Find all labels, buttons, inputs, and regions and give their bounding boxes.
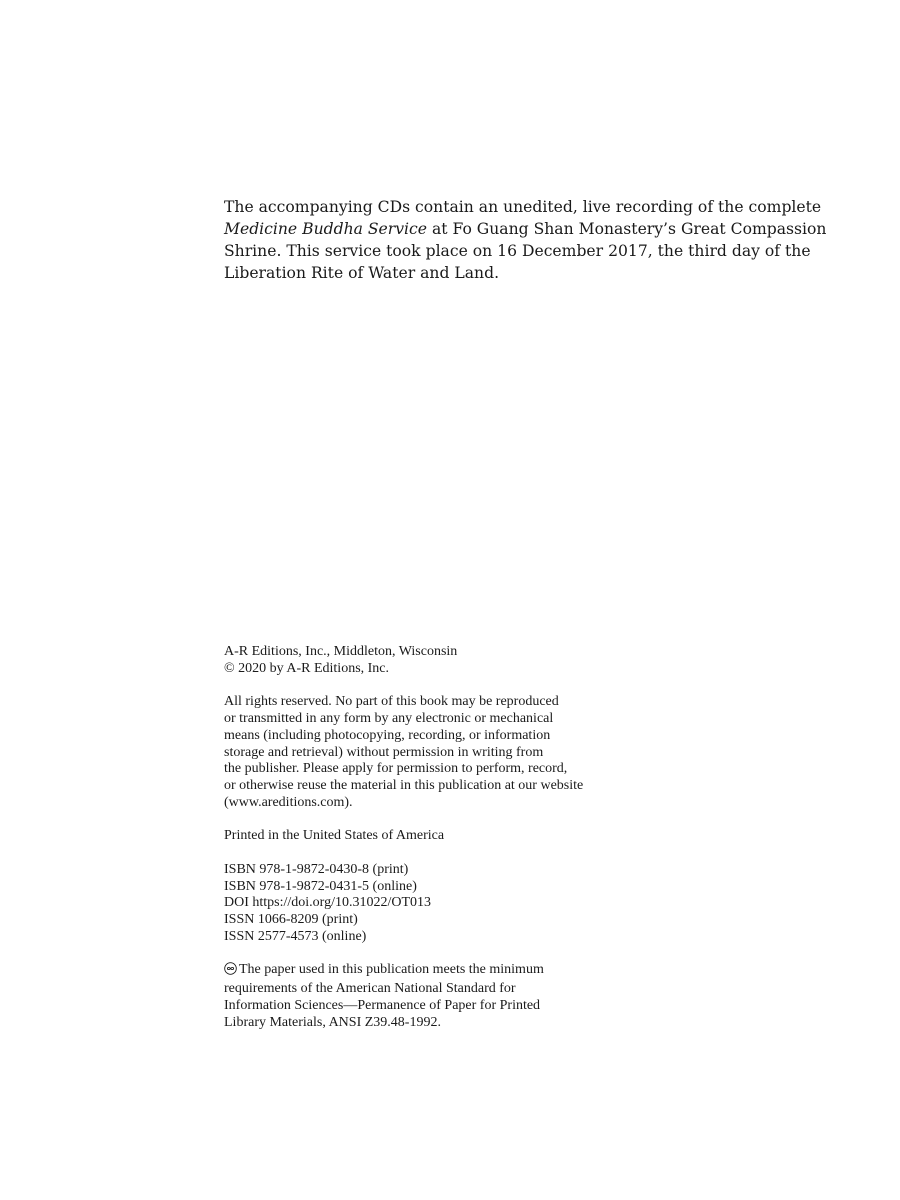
paper-notice-line: [224, 962, 644, 981]
rights-line: the publisher. Please apply for permission to perform, record,: [224, 761, 568, 777]
publisher-block: [224, 644, 644, 678]
isbn-print: ISBN 978-1-9872-0430-8 (print): [224, 861, 409, 877]
paper-notice-line: Library Materials, ANSI Z39.48-1992.: [224, 1014, 441, 1030]
publisher-line: A-R Editions, Inc., Middleton, Wisconsin: [224, 644, 458, 659]
printed-block: [224, 828, 644, 845]
rights-block: [224, 694, 644, 812]
infinity-circle-icon: [224, 962, 237, 981]
cd-recording-note: [224, 196, 827, 284]
copyright-page: [224, 644, 644, 1048]
cd-note-line: Liberation Rite of Water and Land.: [224, 264, 500, 282]
identifiers-block: [224, 862, 644, 946]
rights-line: or otherwise reuse the material in this publication at our website: [224, 778, 584, 794]
service-title: Medicine Buddha Service: [224, 220, 428, 238]
cd-note-text: at Fo Guang Shan Monastery’s Great Compassion: [427, 220, 827, 238]
issn-online: ISSN 2577-4573 (online): [224, 928, 367, 944]
rights-line: (www.areditions.com).: [224, 794, 353, 810]
rights-line: All rights reserved. No part of this book may be reproduced: [224, 694, 559, 710]
issn-print: ISSN 1066-8209 (print): [224, 912, 358, 928]
paper-notice-text: The paper used in this publication meets the minimum: [239, 962, 544, 978]
printed-line: Printed in the United States of America: [224, 828, 445, 844]
paper-notice-line: requirements of the American National Standard for: [224, 981, 516, 997]
cd-note-line: [224, 218, 827, 240]
rights-line: means (including photocopying, recording, or information: [224, 727, 551, 743]
doi-line: DOI https://doi.org/10.31022/OT013: [224, 895, 432, 911]
paper-notice-line: Information Sciences—Permanence of Paper for Printed: [224, 997, 541, 1013]
paper-notice-block: [224, 962, 644, 1031]
rights-line: or transmitted in any form by any electronic or mechanical: [224, 710, 554, 726]
isbn-online: ISBN 978-1-9872-0431-5 (online): [224, 878, 417, 894]
cd-note-line: Shrine. This service took place on 16 December 2017, the third day of the: [224, 242, 811, 260]
rights-line: storage and retrieval) without permission in writing from: [224, 744, 544, 760]
cd-note-line: The accompanying CDs contain an unedited, live recording of the complete: [224, 198, 822, 216]
copyright-line: © 2020 by A-R Editions, Inc.: [224, 660, 390, 676]
